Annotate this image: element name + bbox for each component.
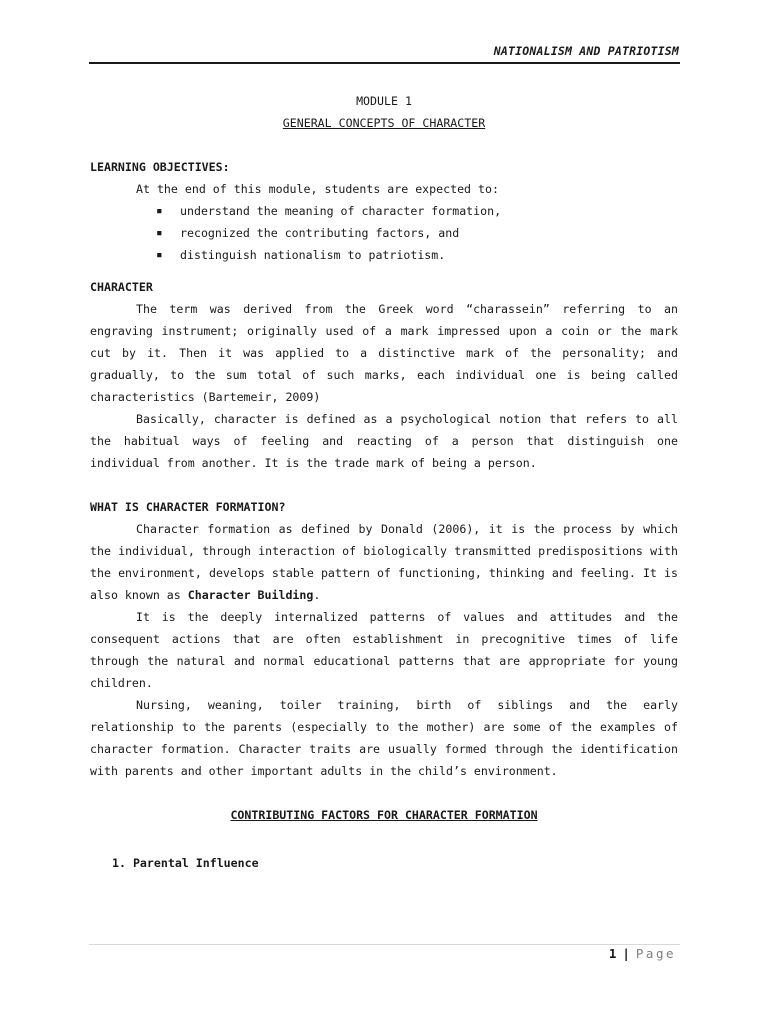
footer-rule <box>89 944 680 945</box>
objectives-heading: LEARNING OBJECTIVES: <box>90 160 230 174</box>
formation-paragraph-1-text: Character formation as defined by Donald (2006), it is the process by which the individual, through interaction of biologically transmitted predispositions with the environment, develops stable pattern of functioning, thinking and feeling. It is also known as <box>90 522 678 602</box>
character-building-term: Character Building <box>187 588 314 602</box>
module-number: MODULE 1 <box>356 94 412 108</box>
list-item: ▪ distinguish nationalism to patriotism. <box>90 244 678 266</box>
page-number: 1 <box>608 946 617 961</box>
list-item: ▪ recognized the contributing factors, and <box>90 222 678 244</box>
running-header: NATIONALISM AND PATRIOTISM <box>493 44 679 58</box>
formation-paragraph-2: It is the deeply internalized patterns of values and attitudes and the consequent actions that are often establishment in precognitive times of life through the natural and normal educational patterns that are appropriate for young children. <box>90 610 678 690</box>
character-heading: CHARACTER <box>90 280 153 294</box>
objectives-list <box>90 200 678 266</box>
footer-separator: | <box>622 946 630 961</box>
formation-paragraph-1 <box>90 518 678 606</box>
formation-paragraph-3: Nursing, weaning, toiler training, birth of siblings and the early relationship to the parents (especially to the mother) are some of the examples of character formation. Character traits are usually formed through the identification with parents and other important adults in the child’s environment. <box>90 698 678 778</box>
formation-heading: WHAT IS CHARACTER FORMATION? <box>90 500 286 514</box>
factors-list <box>90 852 678 874</box>
factors-heading-wrap <box>90 804 678 826</box>
objectives-intro: At the end of this module, students are expected to: <box>136 182 499 196</box>
module-title: GENERAL CONCEPTS OF CHARACTER <box>282 116 486 130</box>
module-title-wrap <box>90 112 678 134</box>
list-item: ▪ understand the meaning of character formation, <box>90 200 678 222</box>
page-content <box>90 90 678 874</box>
list-item: 1. Parental Influence <box>112 856 259 870</box>
factors-heading: CONTRIBUTING FACTORS FOR CHARACTER FORMATION <box>230 808 538 822</box>
page-footer <box>609 946 676 961</box>
character-paragraph-1: The term was derived from the Greek word “charassein” referring to an engraving instrument; originally used of a mark impressed upon a coin or the mark cut by it. Then it was applied to a distinctive mark of the personality; and gradually, to the sum total of such marks, each individual one is being called characteristics (Bartemeir, 2009) <box>90 302 678 404</box>
character-paragraph-2: Basically, character is defined as a psychological notion that refers to all the habitual ways of feeling and reacting of a person that distinguish one individual from another. It is the trade mark of being a person. <box>90 412 678 470</box>
page-label: Page <box>635 946 676 961</box>
header-rule <box>89 62 680 64</box>
formation-paragraph-1-end: . <box>313 588 321 602</box>
